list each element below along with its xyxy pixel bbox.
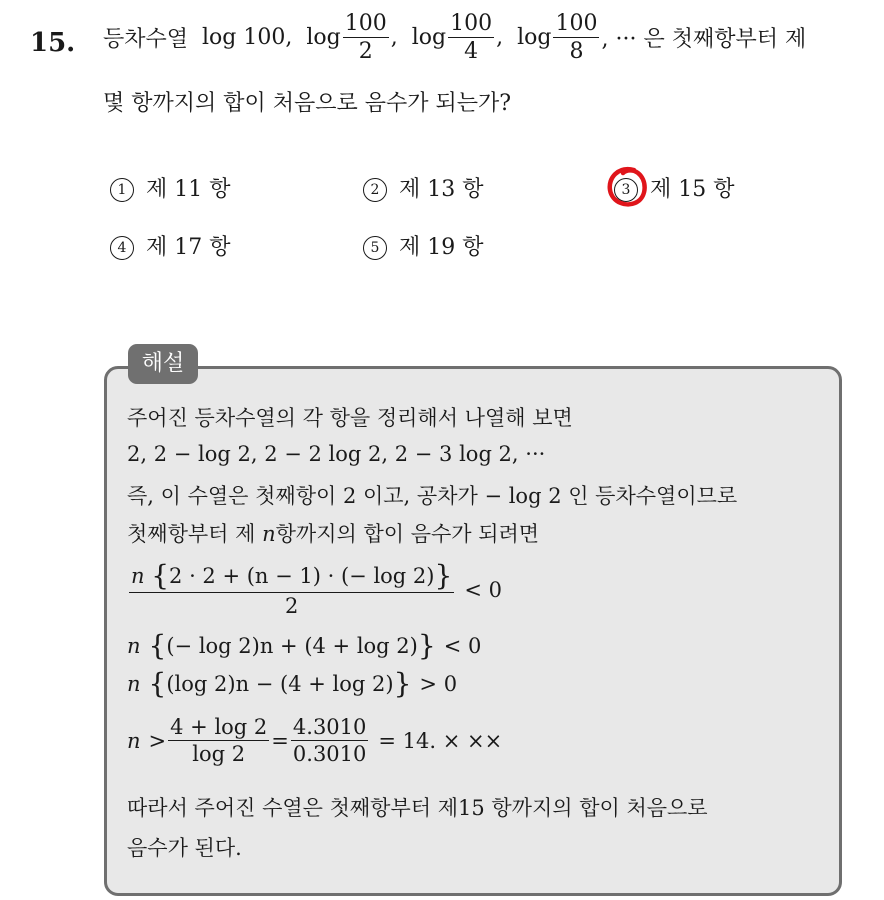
solution-line-9: 따라서 주어진 수열은 첫째항부터 제15 항까지의 합이 처음으로 — [127, 796, 708, 820]
choice-2[interactable] — [363, 172, 484, 203]
equation-1: $\frac{n \{2 \cdot 2 + (n - 1) \cdot (- \log 2)\}}{2}$ < 0 — [131, 559, 502, 618]
solution-line-10: 음수가 된다. — [127, 836, 242, 860]
term-2-log: log — [306, 25, 341, 51]
term-2-fraction: $\frac{100}{2}$ — [344, 11, 387, 65]
variable-n: n — [262, 522, 276, 546]
choice-5[interactable] — [363, 230, 484, 261]
term-3-log: log — [411, 25, 447, 51]
solution-tag: 해설 — [128, 344, 198, 384]
choice-4-label: 제 17 항 — [146, 235, 231, 260]
term-4-fraction: $\frac{100}{8}$ — [555, 11, 598, 65]
comma-2: , — [390, 25, 398, 51]
solution-line-2: 2, 2 − log 2, 2 − 2 log 2, 2 − 3 log 2, ··· — [127, 442, 546, 466]
circled-number-5: 5 — [363, 236, 387, 260]
circled-number-2: 2 — [363, 178, 387, 202]
choice-1-label: 제 11 항 — [146, 177, 231, 202]
term-4-log: log — [517, 25, 552, 51]
equation-3: n { (log 2)n − (4 + log 2) } > 0 — [127, 667, 458, 700]
equation-1-fraction: $\frac{n \{2 \cdot 2 + (n - 1) \cdot (- \log 2)\}}{2}$ — [131, 559, 453, 618]
question-lead: 등차수열 — [103, 27, 189, 53]
choice-3-label: 제 15 항 — [650, 177, 735, 202]
question-line-1 — [103, 12, 806, 63]
term-3-fraction: $\frac{100}{4}$ — [450, 11, 493, 65]
term-1: log 100, — [202, 25, 293, 51]
question-number: 15. — [30, 28, 76, 58]
circled-number-4: 4 — [110, 236, 134, 260]
choice-2-label: 제 13 항 — [399, 177, 484, 202]
circled-number-1: 1 — [110, 178, 134, 202]
choice-5-label: 제 19 항 — [399, 235, 484, 260]
equation-4-fraction-1: $\frac{4 + \log 2}{\log 2}$ — [170, 715, 268, 767]
choice-4[interactable] — [110, 230, 231, 261]
circled-number-3: 3 — [614, 178, 638, 202]
solution-line-3: 즉, 이 수열은 첫째항이 2 이고, 공차가 − log 2 인 등차수열이므로 — [127, 484, 738, 508]
question-line-2: 몇 항까지의 합이 처음으로 음수가 되는가? — [103, 91, 512, 116]
equation-2: n { (− log 2)n + (4 + log 2) } < 0 — [127, 629, 482, 662]
equation-4-fraction-2: $\frac{4.3010}{0.3010}$ — [292, 715, 367, 767]
choice-1[interactable] — [110, 172, 231, 203]
solution-line-4: 첫째항부터 제 n항까지의 합이 음수가 되려면 — [127, 522, 540, 546]
answer-mark-icon — [604, 164, 650, 210]
solution-line-1: 주어진 등차수열의 각 항을 정리해서 나열해 보면 — [127, 406, 573, 430]
question-tail: , ··· 은 첫째항부터 제 — [601, 27, 807, 53]
comma-3: , — [496, 25, 504, 51]
equation-4: n > $\frac{4 + \log 2}{\log 2}$ = $\frac{4.3010}{0.3010}$ = 14. × ×× — [127, 715, 503, 767]
